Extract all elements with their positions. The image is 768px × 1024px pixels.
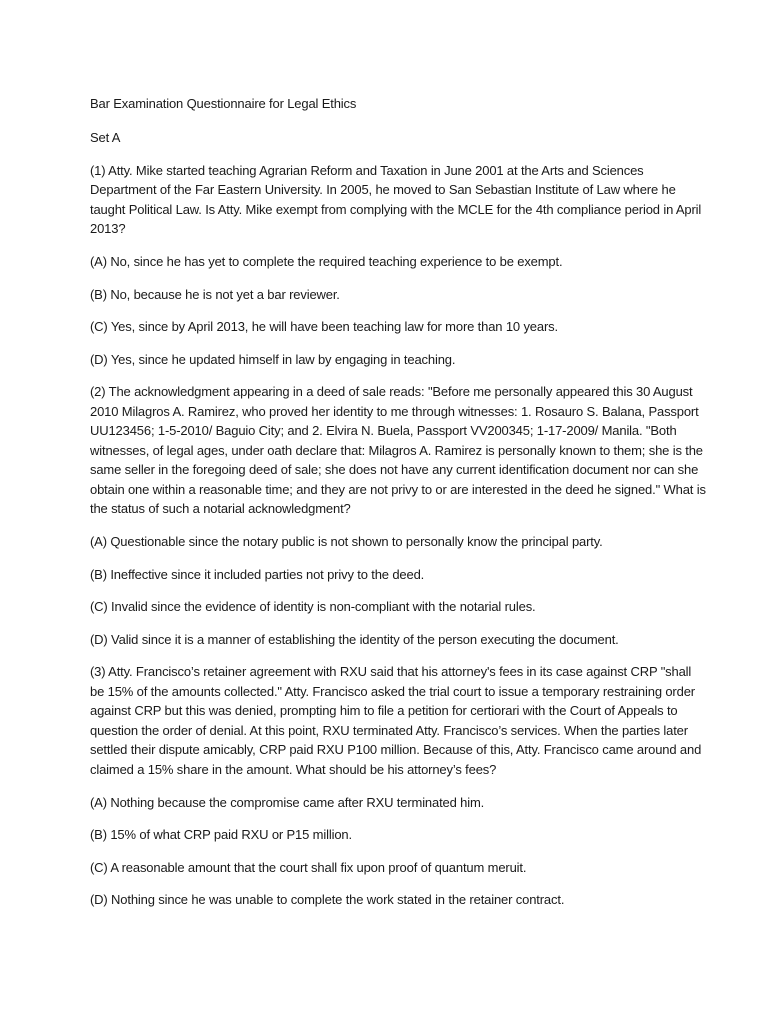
question-1-option-b: (B) No, because he is not yet a bar reviewer. [90,286,340,302]
document-title: Bar Examination Questionnaire for Legal Ethics [90,96,357,111]
question-1-stem: (1) Atty. Mike started teaching Agrarian Reform and Taxation in June 2001 at the Arts and Sciences Department of the Far Eastern University. In 2005, he moved to San Sebastian Institute of Law where he taught Political Law. Is Atty. Mike exempt from complying with the MCLE for the 4th compliance period in April 2013? [90,162,702,236]
question-1-option-c: (C) Yes, since by April 2013, he will have been teaching law for more than 10 years. [90,319,558,334]
question-2-option-c: (C) Invalid since the evidence of identity is non-compliant with the notarial rules. [90,599,536,614]
question-3-stem: (3) Atty. Francisco’s retainer agreement with RXU said that his attorney's fees in its case against CRP "shall be 15% of the amounts collected." Atty. Francisco asked the trial court to issue a temporary restraining order against CRP but this was denied, prompting him to file a petition for certiorari with the Court of Appeals to question the order of denial. At this point, RXU terminated Atty. Francisco’s services. When the parties later settled their dispute amicably, CRP paid RXU P100 million. Because of this, Atty. Francisco came around and claimed a 15% share in the amount. What should be his attorney’s fees? [90,664,702,777]
question-2-stem: (2) The acknowledgment appearing in a deed of sale reads: "Before me personally appeared this 30 August 2010 Milagros A. Ramirez, who proved her identity to me through witnesses: 1. Rosauro S. Balana, Passport UU123456; 1-5-2010/ Baguio City; and 2. Elvira N. Buela, Passport VV200345; 1-17-2009/ Manila. "Both witnesses, of legal ages, under oath declare that: Milagros A. Ramirez is personally known to them; she is the same seller in the foregoing deed of sale; she does not have any current identification document nor can she obtain one within a reasonable time; and they are not privy to or are interested in the deed he signed." What is the status of such a notarial acknowledgment? [90,384,706,516]
question-2-option-b: (B) Ineffective since it included parties not privy to the deed. [90,566,425,582]
question-3-option-d: (D) Nothing since he was unable to complete the work stated in the retainer contract. [90,892,565,907]
question-1-option-a: (A) No, since he has yet to complete the required teaching experience to be exempt. [90,254,563,269]
question-3-option-a: (A) Nothing because the compromise came after RXU terminated him. [90,794,485,810]
question-2-option-d: (D) Valid since it is a manner of establishing the identity of the person executing the document. [90,631,619,647]
set-label: Set A [90,129,121,145]
question-2-option-a: (A) Questionable since the notary public is not shown to personally know the principal party. [90,534,603,549]
question-3-option-c: (C) A reasonable amount that the court shall fix upon proof of quantum meruit. [90,859,527,875]
question-1-option-d: (D) Yes, since he updated himself in law by engaging in teaching. [90,351,456,367]
question-3-option-b: (B) 15% of what CRP paid RXU or P15 million. [90,827,352,842]
